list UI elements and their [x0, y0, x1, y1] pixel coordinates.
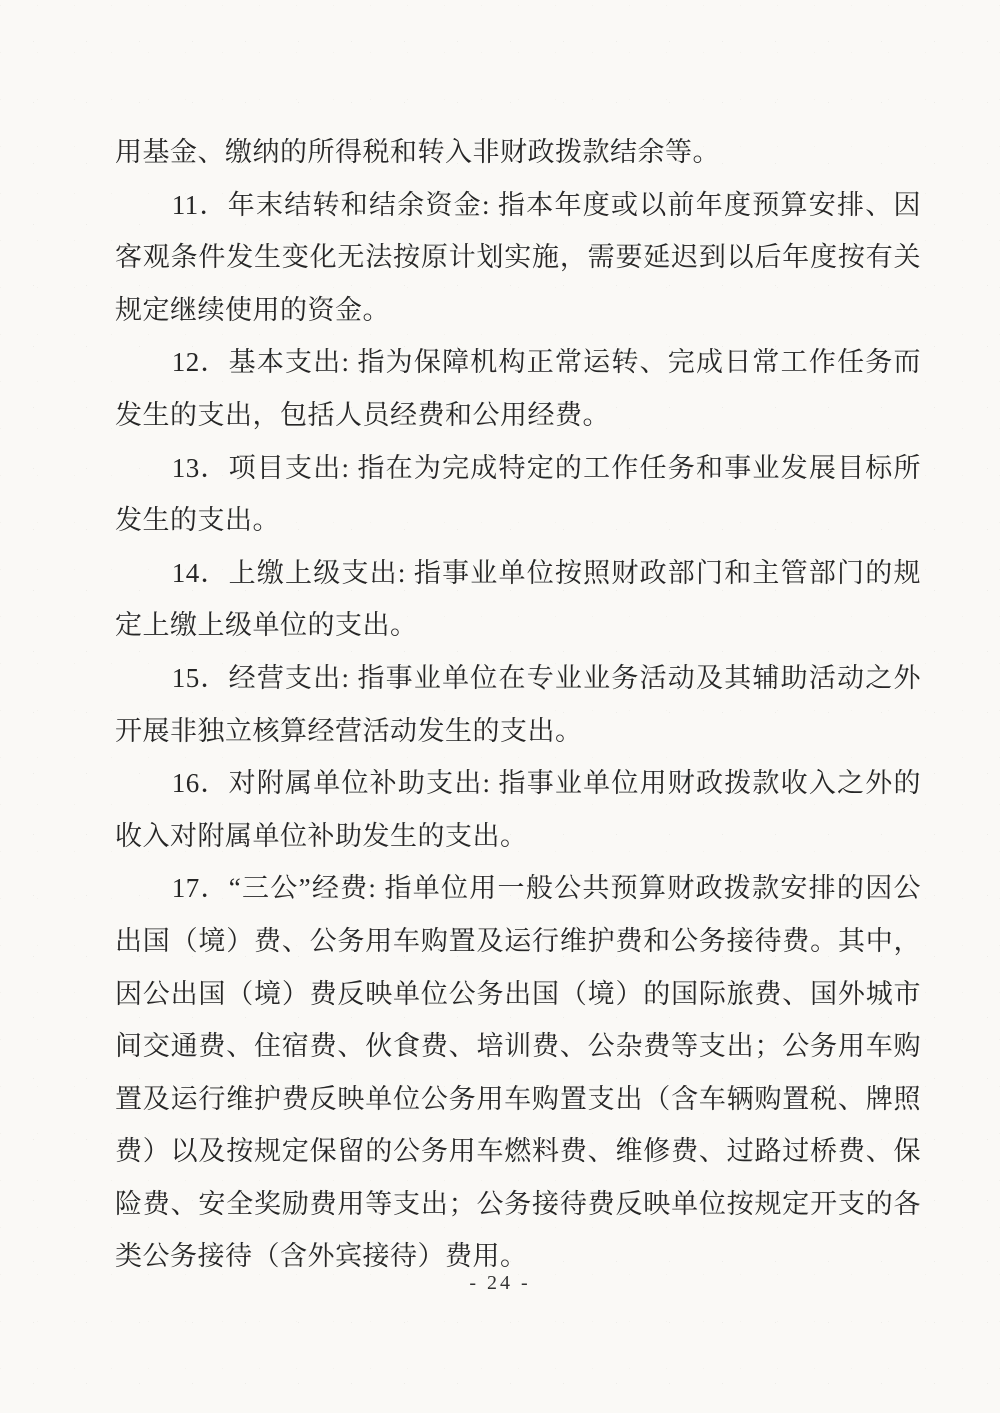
glossary-item-13 — [115, 442, 921, 547]
glossary-item-14 — [115, 547, 921, 652]
paragraph-continuation: 用基金、缴纳的所得税和转入非财政拨款结余等。 — [115, 137, 720, 167]
term-definition: 指事业单位用财政拨款收入之外的收入对附属单位补助发生的支出。 — [115, 768, 921, 851]
term-definition: 指为保障机构正常运转、完成日常工作任务而发生的支出，包括人员经费和公用经费。 — [115, 347, 921, 430]
term-label: 11．年末结转和结余资金: — [171, 189, 498, 220]
term-label: 17．“三公”经费: — [171, 873, 385, 904]
term-label: 14．上缴上级支出: — [171, 557, 414, 588]
glossary-item-16 — [115, 757, 921, 862]
glossary-item-11 — [115, 179, 921, 337]
term-label: 16．对附属单位补助支出: — [171, 768, 499, 799]
glossary-item-12 — [115, 336, 921, 441]
term-label: 13．项目支出: — [171, 452, 358, 483]
term-definition: 指在为完成特定的工作任务和事业发展目标所发生的支出。 — [115, 452, 921, 536]
page-number: - 24 - — [469, 1272, 531, 1294]
glossary-item-17 — [115, 862, 921, 1283]
term-label: 12．基本支出: — [171, 347, 358, 378]
document-body — [115, 126, 921, 1283]
term-definition: 指事业单位按照财政部门和主管部门的规定上缴上级单位的支出。 — [115, 557, 921, 641]
term-definition: 指单位用一般公共预算财政拨款安排的因公出国（境）费、公务用车购置及运行维护费和公务接待费。其中，因公出国（境）费反映单位公务出国（境）的国际旅费、国外城市间交通费、住宿费、伙食费、培训费、公杂费等支出；公务用车购置及运行维护费反映单位公务用车购置支出（含车辆购置税、牌照费）以及按规定保留的公务用车燃料费、维修费、过路过桥费、保险费、安全奖励费用等支出；公务接待费反映单位按规定开支的各类公务接待（含外宾接待）费用。 — [115, 873, 921, 1272]
term-label: 15．经营支出: — [171, 662, 358, 693]
term-definition: 指本年度或以前年度预算安排、因客观条件发生变化无法按原计划实施，需要延迟到以后年度按有关规定继续使用的资金。 — [115, 189, 922, 325]
glossary-item-15 — [115, 652, 921, 757]
term-definition: 指事业单位在专业业务活动及其辅助活动之外开展非独立核算经营活动发生的支出。 — [115, 662, 921, 746]
